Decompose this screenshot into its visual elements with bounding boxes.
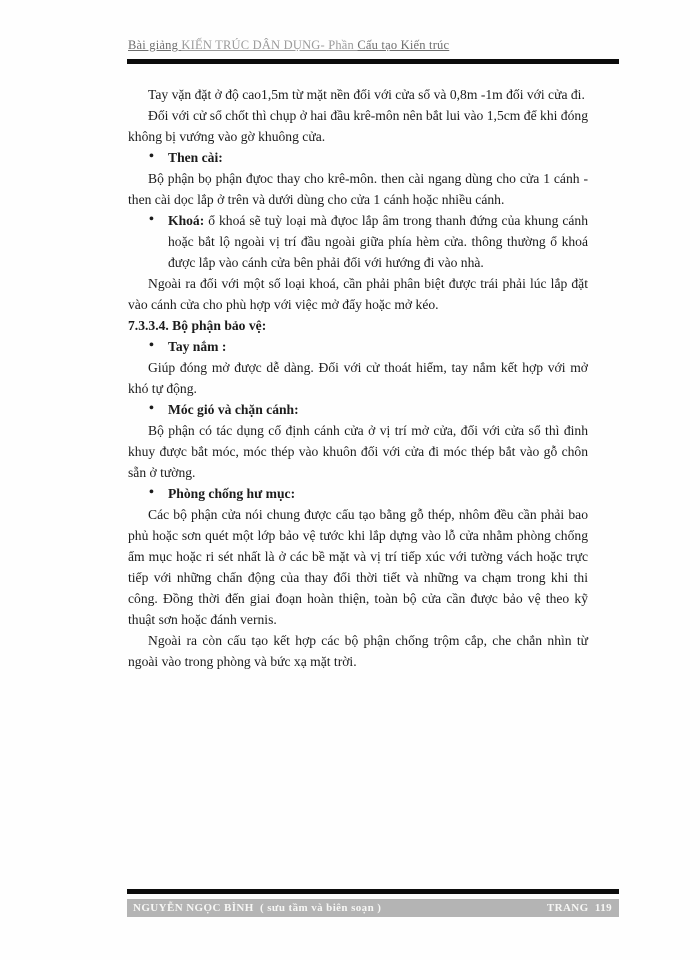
bullet-label: Tay nắm : [168, 339, 227, 354]
bullet-icon: • [149, 149, 154, 164]
paragraph: Giúp đóng mở được dễ dàng. Đối với cử thoát hiểm, tay nắm kết hợp với mở khó tự động. [128, 360, 588, 396]
header-title-suffix: Cấu tạo Kiến trúc [357, 38, 450, 52]
paragraph: Ngoài ra đối với một số loại khoá, cần phải phân biệt được trái phải lúc lắp đặt vào cánh cửa cho phù hợp với việc mở đẩy hoặc mở kéo. [128, 276, 588, 312]
paragraph: Bộ phận bọ phận đựoc thay cho krê-môn. then cài ngang dùng cho cửa 1 cánh - then cài dọc lắp ở trên và dưới dùng cho cửa 1 cánh hoặc nhiều cánh. [128, 171, 588, 207]
bullet-item [128, 147, 588, 168]
footer-page-number: TRANG 119 [546, 902, 612, 914]
footer-bar [127, 899, 619, 917]
page-header [128, 38, 598, 53]
footer-rule [127, 889, 619, 894]
header-title-prefix: Bài giảng [128, 38, 182, 52]
bullet-item [128, 483, 588, 504]
bullet-icon: • [149, 338, 154, 353]
bullet-icon: • [149, 401, 154, 416]
paragraph: Các bộ phận cửa nói chung được cấu tạo bằng gỗ thép, nhôm đều cần phải bao phủ hoặc sơn quét một lớp bảo vệ tước khi lắp dựng vào lỗ cửa nhằm phòng chống ẩm mục hoặc ri sét nhất là ở các bề mặt và vị trí tiếp xúc với tường vách hoặc trực tiếp với những chấn động của thay đổi thời tiết và những va chạm trong khi thi công. Đồng thời đến giai đoạn hoàn thiện, toàn bộ cửa cần được bảo vệ theo kỹ thuật sơn hoặc đánh vernis. [128, 507, 588, 627]
paragraph: Bộ phận có tác dụng cố định cánh cửa ở vị trí mở cửa, đối với cửa sổ thì đinh khuy được bắt móc, móc thép vào khuôn đối với cửa đi móc thép bắt vào gỗ chôn sẵn ở tường. [128, 423, 588, 480]
document-body [128, 84, 588, 672]
bullet-label: Móc gió và chặn cánh: [168, 402, 299, 417]
section-heading: 7.3.3.4. Bộ phận bảo vệ: [128, 318, 267, 333]
bullet-label: Then cài: [168, 150, 223, 165]
bullet-item [128, 399, 588, 420]
bullet-item [128, 210, 588, 273]
paragraph: Đối với cử sổ chốt thì chụp ở hai đầu krê-môn nên bắt lui vào 1,5cm để khi đóng không bị vướng vào gờ khuông cửa. [128, 108, 588, 144]
bullet-text: ổ khoá sẽ tuỳ loại mà đựoc lắp âm trong thanh đứng của khung cánh hoặc bắt lộ ngoài vị trí đầu ngoài giữa phía hèm cửa. thông thường ổ khoá được lắp vào cánh cửa bên phải đối với hướng đi vào nhà. [168, 213, 588, 270]
paragraph: Ngoài ra còn cấu tạo kết hợp các bộ phận chống trộm cắp, che chắn nhìn từ ngoài vào trong phòng và bức xạ mặt trời. [128, 633, 588, 669]
paragraph: Tay vặn đặt ở độ cao1,5m từ mặt nền đối với cửa sổ và 0,8m -1m đối với cửa đi. [148, 87, 585, 102]
bullet-icon: • [149, 485, 154, 500]
bullet-label: Khoá: [168, 213, 205, 228]
footer-author: NGUYỄN NGỌC BÌNH ( sưu tầm và biên soạn ) [133, 902, 382, 914]
header-title-main: KIẾN TRÚC DÂN DỤNG- Phần [181, 38, 358, 52]
bullet-icon: • [149, 212, 154, 227]
header-rule [127, 59, 619, 64]
bullet-item [128, 336, 588, 357]
bullet-label: Phòng chống hư mục: [168, 486, 296, 501]
